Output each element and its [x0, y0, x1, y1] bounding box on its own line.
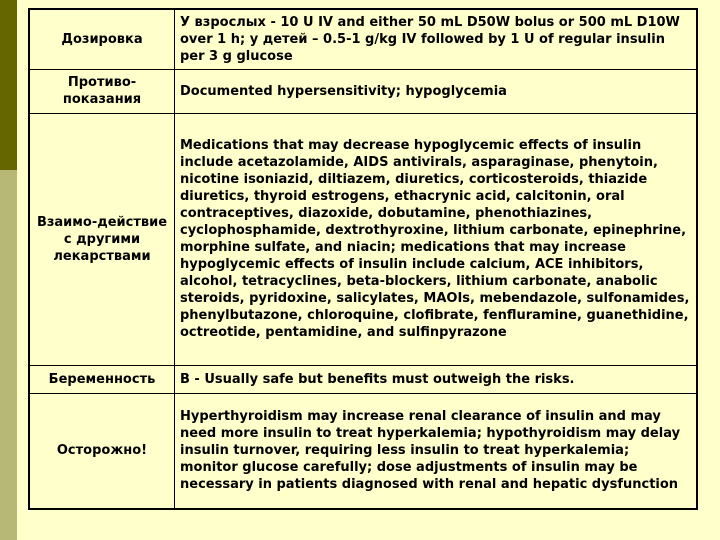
row-label-interactions: Взаимо-действие с другими лекарствами: [29, 113, 175, 365]
table-row-contraindications: [29, 69, 697, 113]
row-label-precautions: Осторожно!: [29, 393, 175, 509]
table-row-interactions: [29, 113, 697, 365]
side-bar-dark: [0, 0, 17, 170]
table-row-dosage: [29, 9, 697, 69]
table-row-pregnancy: [29, 365, 697, 393]
row-label-pregnancy: Беременность: [29, 365, 175, 393]
row-text-contraindications: Documented hypersensitivity; hypoglycemia: [175, 69, 698, 113]
row-text-precautions: Hyperthyroidism may increase renal clearance of insulin and may need more insulin to treat hyperkalemia; hypothyroidism may delay insulin turnover, requiring less insulin to treat hyperkalemia; monitor glucose carefully; dose adjustments of insulin may be necessary in patients diagnosed with renal and hepatic dysfunction: [175, 393, 698, 509]
row-label-contraindications: Противо-показания: [29, 69, 175, 113]
table-row-precautions: [29, 393, 697, 509]
row-label-dosage: Дозировка: [29, 9, 175, 69]
drug-info-table: [28, 8, 698, 510]
row-text-interactions: Medications that may decrease hypoglycemic effects of insulin include acetazolamide, AIDS antivirals, asparaginase, phenytoin, nicotine isoniazid, diltiazem, diuretics, corticosteroids, thiazide diuretics, thyroid estrogens, ethacrynic acid, calcitonin, oral contraceptives, diazoxide, dobutamine, phenothiazines, cyclophosphamide, dextrothyroxine, lithium carbonate, epinephrine, morphine sulfate, and niacin; medications that may increase hypoglycemic effects of insulin include calcium, ACE inhibitors, alcohol, tetracyclines, beta-blockers, lithium carbonate, anabolic steroids, pyridoxine, salicylates, MAOIs, mebendazole, sulfonamides, phenylbutazone, chloroquine, clofibrate, fenfluramine, guanethidine, octreotide, pentamidine, and sulfinpyrazone: [175, 113, 698, 365]
row-text-pregnancy: B - Usually safe but benefits must outweigh the risks.: [175, 365, 698, 393]
side-bar-light: [0, 170, 17, 540]
row-text-dosage: У взрослых - 10 U IV and either 50 mL D50W bolus or 500 mL D10W over 1 h; у детей – 0.5-1 g/kg IV followed by 1 U of regular insulin per 3 g glucose: [175, 9, 698, 69]
